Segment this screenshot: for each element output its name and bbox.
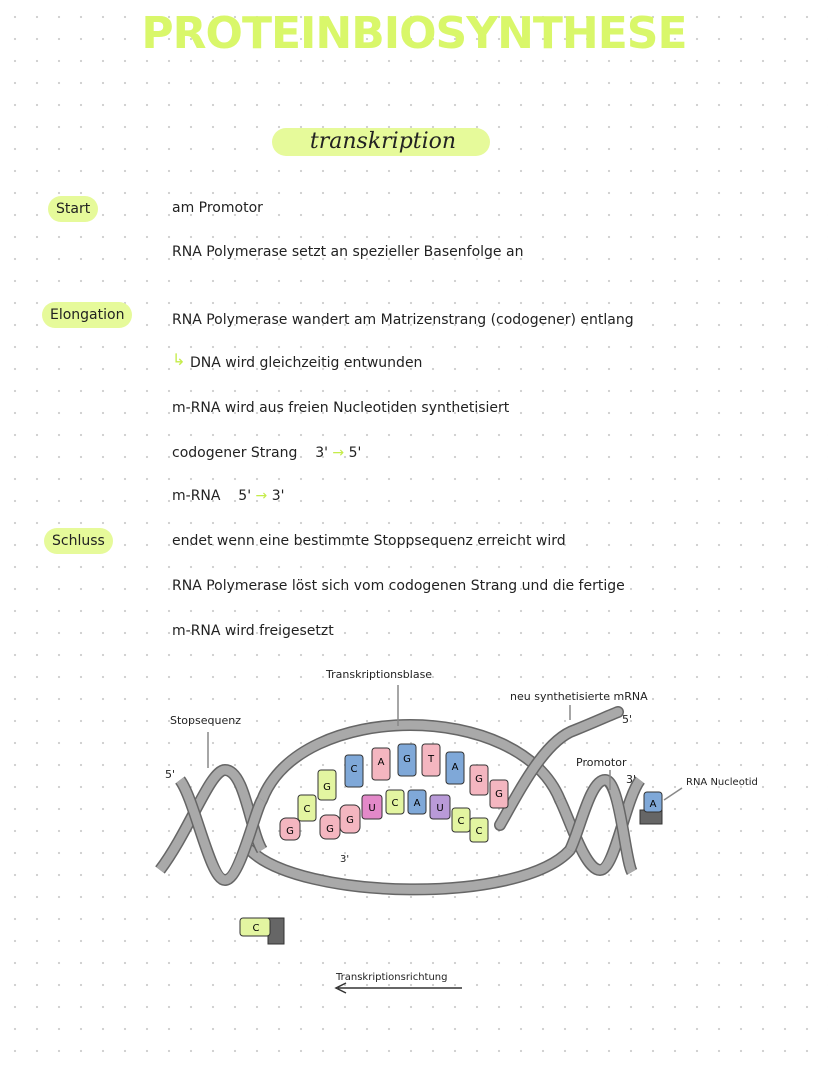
label-neu-mrna: neu synthetisierte mRNA [510, 690, 648, 703]
rna-base-letter: C [303, 804, 311, 815]
rna-base-letter: G [286, 826, 294, 837]
elongation-line-1: RNA Polymerase wandert am Matrizenstrang (codogener) entlang [172, 312, 634, 328]
template-base-letter: G [403, 754, 411, 765]
rna-base-letter: C [391, 798, 399, 809]
template-base [490, 780, 508, 808]
mrna-from: 5' [238, 488, 252, 504]
rna-bases [280, 790, 488, 842]
template-base [470, 765, 488, 795]
template-base-letter: A [377, 757, 385, 768]
rna-base-letter: C [457, 816, 465, 827]
template-base [398, 744, 416, 776]
codogen-label: codogener Strang [172, 445, 298, 461]
label-transkriptionsblase: Transkriptionsblase [326, 668, 433, 681]
rna-base-letter: U [368, 803, 376, 814]
schluss-line-2: RNA Polymerase löst sich vom codogenen Strang und die fertige [172, 578, 625, 594]
template-base-letter: G [475, 774, 483, 785]
pointer-rna-nucleotid [664, 788, 682, 800]
rna-base [386, 790, 404, 814]
rna-base [298, 795, 316, 821]
rna-base [470, 818, 488, 842]
rna-base-letter: C [475, 826, 483, 837]
label-five-prime-left: 5' [165, 768, 176, 781]
schluss-line-1: endet wenn eine bestimmte Stoppsequenz erreicht wird [172, 533, 566, 549]
start-line-1: am Promotor [172, 200, 263, 216]
template-base [446, 752, 464, 784]
rna-base-letter: G [346, 815, 354, 826]
page-title: PROTEINBIOSYNTHESE [141, 8, 687, 59]
subtitle: transkription [309, 129, 457, 154]
bubble-inner-strand [250, 850, 570, 889]
codogen-arrow-icon: → [332, 445, 345, 461]
template-base-letter: T [427, 754, 435, 765]
free-nucleotide-a-letter: A [649, 799, 657, 810]
rna-base-letter: U [436, 803, 444, 814]
elongation-line-2: DNA wird gleichzeitig entwunden [190, 355, 423, 371]
template-base-letter: G [495, 789, 503, 800]
codogen-from: 3' [315, 445, 328, 461]
rna-base [340, 805, 360, 833]
free-nucleotide-a [640, 792, 662, 824]
label-stopsequenz: Stopsequenz [170, 714, 241, 727]
elongation-line-3: m-RNA wird aus freien Nucleotiden synthetisiert [172, 400, 510, 416]
start-line-2: RNA Polymerase setzt an spezieller Basenfolge an [172, 244, 524, 260]
codogen-to: 5' [348, 445, 362, 461]
rna-base-letter: G [326, 824, 334, 835]
template-base-letter: C [350, 764, 358, 775]
template-base-letter: G [323, 782, 331, 793]
template-base-letter: A [451, 762, 459, 773]
rna-base [280, 818, 300, 840]
rna-base [452, 808, 470, 832]
template-base [422, 744, 440, 776]
label-three-prime-promotor: 3' [626, 773, 637, 786]
schluss-line-3: m-RNA wird freigesetzt [172, 623, 334, 639]
label-richtung: Transkriptionsrichtung [336, 972, 448, 983]
mrna-arrow-icon: → [255, 488, 268, 504]
mrna-to: 3' [271, 488, 285, 504]
rna-base-letter: A [413, 798, 421, 809]
hook-arrow-icon: ↳ [172, 350, 186, 369]
free-nucleotide-c [240, 918, 284, 944]
template-base [345, 755, 363, 787]
label-three-prime-bottom: 3' [340, 854, 350, 865]
free-nucleotide-c-letter: C [252, 923, 260, 934]
rna-base [430, 795, 450, 819]
rna-base [320, 815, 340, 839]
label-promotor: Promotor [576, 756, 627, 769]
mrna-label: m-RNA [172, 488, 221, 504]
rna-base [362, 795, 382, 819]
schluss-label: Schluss [44, 528, 113, 554]
label-rna-nucleotid: RNA Nucleotid [686, 777, 758, 788]
rna-base [408, 790, 426, 814]
elongation-label: Elongation [42, 302, 132, 328]
template-base [372, 748, 390, 780]
start-label: Start [48, 196, 98, 222]
label-five-prime-mrna: 5' [622, 713, 633, 726]
template-base [318, 770, 336, 800]
